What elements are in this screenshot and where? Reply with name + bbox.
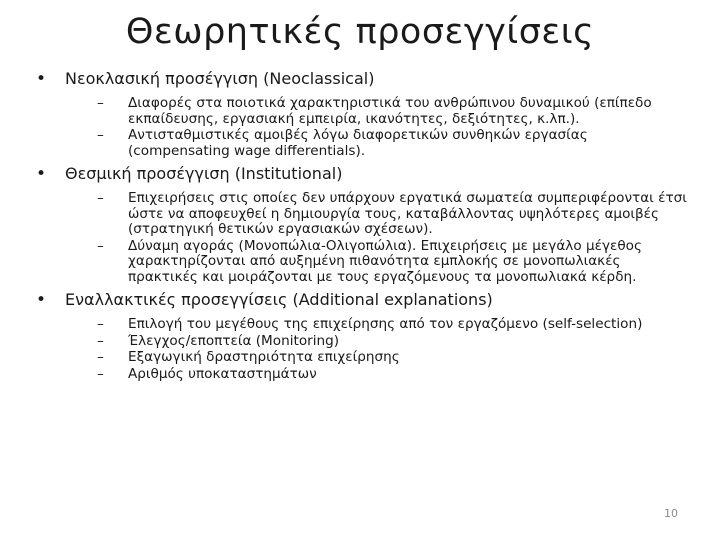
sub-item: – Αντισταθμιστικές αμοιβές λόγω διαφορετικών συνθηκών εργασίας (compensating wage differentials). (97, 128, 688, 159)
sub-item: – Αριθμός υποκαταστημάτων (97, 367, 688, 383)
section-heading: Εναλλακτικές προσεγγίσεις (Additional explanations) (65, 290, 493, 309)
section-neoclassical (36, 68, 686, 159)
sub-item: – Έλεγχος/εποπτεία (Monitoring) (97, 334, 688, 350)
sub-item: – Δύναμη αγοράς (Μονοπώλια-Ολιγοπώλια). Επιχειρήσεις με μεγάλο μέγεθος χαρακτηρίζονται από αυξημένη πιθανότητα εμπλοκής σε μονοπωλιακές πρακτικές και μοιράζονται με τους εργαζόμενους τα μονοπωλιακά κέρδη. (97, 239, 688, 286)
section-heading: Θεσμική προσέγγιση (Institutional) (65, 164, 343, 183)
section-heading: Νεοκλασική προσέγγιση (Neoclassical) (65, 69, 375, 88)
sub-list (65, 317, 686, 382)
sub-item: – Εξαγωγική δραστηριότητα επιχείρησης (97, 350, 688, 366)
sub-item: – Επιχειρήσεις στις οποίες δεν υπάρχουν εργατικά σωματεία συμπεριφέρονται έτσι ώστε να αποφευχθεί η δημιουργία τους, καταβάλλοντας υψηλότερες αμοιβές (στρατηγική θετικών εργασιακών σχέσεων). (97, 191, 688, 238)
sub-item: – Διαφορές στα ποιοτικά χαρακτηριστικά του ανθρώπινου δυναμικού (επίπεδο εκπαίδευσης, εργασιακή εμπειρία, ικανότητες, δεξιότητες, κ.λπ.). (97, 96, 688, 127)
section-additional (36, 289, 686, 382)
sub-list (65, 191, 686, 285)
slide-content (36, 68, 686, 386)
slide-title: Θεωρητικές προσεγγίσεις (125, 12, 595, 52)
section-institutional (36, 163, 686, 285)
slide-number: 10 (664, 507, 678, 520)
sub-item: – Επιλογή του μεγέθους της επιχείρησης από τον εργαζόμενο (self-selection) (97, 317, 708, 333)
sub-list (65, 96, 686, 159)
